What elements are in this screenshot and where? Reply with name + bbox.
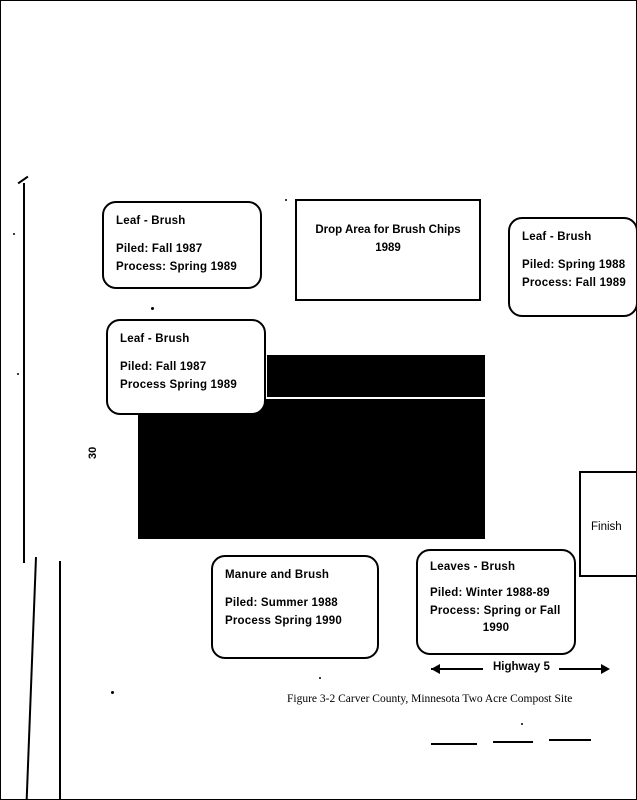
pile-title: Leaf - Brush: [522, 231, 592, 243]
road-dash-bottom-1: [431, 743, 477, 745]
pile-process-line: Process: Spring or Fall: [430, 604, 561, 617]
pile-box-manure-brush[interactable]: [211, 555, 379, 659]
pile-piled-line: Piled: Spring 1988: [522, 258, 626, 271]
highway-label-group: [431, 661, 606, 679]
pile-title: Leaf - Brush: [120, 333, 190, 345]
pile-title: Manure and Brush: [225, 569, 330, 581]
pile-piled-line: Piled: Fall 1987: [120, 360, 207, 373]
pile-box-leaf-brush-nw[interactable]: [102, 201, 262, 289]
pile-piled-line: Piled: Summer 1988: [225, 596, 338, 609]
property-line-left: [23, 183, 25, 563]
road-edge-left-inner: [59, 561, 61, 800]
road-dash-bottom-3: [549, 739, 591, 741]
arrow-right-icon: [559, 668, 605, 670]
scan-speck: [521, 723, 523, 725]
pile-title: Leaves - Brush: [430, 561, 516, 573]
scan-speck: [17, 373, 19, 375]
scan-speck: [151, 307, 154, 310]
pile-process-year: 1990: [482, 622, 510, 635]
figure-caption: Figure 3-2 Carver County, Minnesota Two Acre Compost Site: [287, 693, 573, 705]
scan-speck: [13, 233, 15, 235]
pile-process-line: Process Spring 1989: [120, 378, 237, 391]
pile-process-line: Process: Fall 1989: [522, 276, 626, 289]
road-dash-bottom-2: [493, 741, 533, 743]
pile-piled-line: Piled: Winter 1988-89: [430, 586, 550, 599]
finish-label: Finish: [591, 521, 622, 533]
pile-title: Leaf - Brush: [116, 215, 186, 227]
drop-area-title: Drop Area for Brush Chips: [315, 224, 461, 236]
drop-area-year: 1989: [375, 242, 401, 255]
finish-box[interactable]: [579, 471, 637, 577]
masked-area-upper: [267, 355, 485, 397]
pile-box-leaves-brush-south[interactable]: [416, 549, 576, 655]
scan-speck: [285, 199, 287, 201]
pile-process-line: Process: Spring 1989: [116, 260, 237, 273]
masked-area-main: [138, 399, 485, 539]
dimension-label-30: 30: [87, 446, 99, 459]
pile-box-leaf-brush-west[interactable]: [106, 319, 266, 415]
arrow-left-head-icon: [431, 664, 440, 674]
scan-speck: [319, 677, 321, 679]
scan-speck: [111, 691, 114, 694]
pile-process-line: Process Spring 1990: [225, 614, 342, 627]
pile-box-leaf-brush-ne[interactable]: [508, 217, 637, 317]
drop-area-box[interactable]: [295, 199, 481, 301]
pile-piled-line: Piled: Fall 1987: [116, 242, 203, 255]
road-edge-left-outer: [26, 557, 37, 800]
highway-label: Highway 5: [493, 661, 550, 673]
arrow-right-head-icon: [601, 664, 610, 674]
